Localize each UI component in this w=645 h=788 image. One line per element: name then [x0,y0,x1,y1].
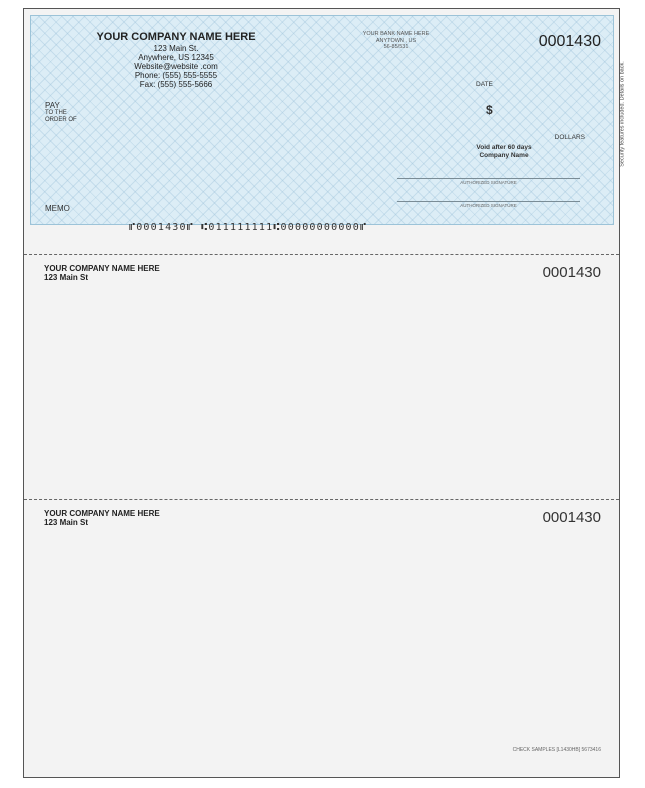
security-note: Security features included. Details on back. [619,61,626,167]
micr-line: ⑈0001430⑈ ⑆011111111⑆00000000000⑈ [129,222,368,233]
stub2-address: 123 Main St [44,518,89,527]
check [30,15,626,225]
stub2-company-name: YOUR COMPANY NAME HERE [44,509,160,518]
stub2-company-block [44,509,160,527]
bank-block [336,31,456,51]
bank-routing: 56-85/531 [383,44,409,50]
void-company: Company Name [479,152,529,159]
company-website: Website@website .com [134,62,218,71]
dollars-label: DOLLARS [554,134,585,141]
signature-line-1 [397,178,580,179]
signature-label-1: AUTHORIZED SIGNATURE [460,180,517,185]
dollar-sign: $ [486,103,493,117]
company-address-line1: 123 Main St. [153,44,199,53]
void-notice [449,144,559,160]
check-number: 0001430 [538,33,601,50]
signature-label-2: AUTHORIZED SIGNATURE [460,203,517,208]
void-text: Void after 60 days [476,144,532,151]
check-sheet [23,8,626,778]
stub1-company-block [44,264,160,282]
company-block [71,31,281,89]
company-name: YOUR COMPANY NAME HERE [96,31,256,43]
company-phone: Phone: (555) 555-5555 [134,71,218,80]
signature-line-2 [397,201,580,202]
company-fax: Fax: (555) 555-5666 [139,80,213,89]
perforation-line-1 [24,254,619,255]
bank-city: ANYTOWN , US [375,37,417,44]
pay-label: PAY [45,101,60,110]
footer-text: CHECK SAMPLES [L1430HB] 5673416 [512,747,601,753]
date-label: DATE [476,81,493,88]
stub1-company-name: YOUR COMPANY NAME HERE [44,264,160,273]
bank-name: YOUR BANK NAME HERE [362,31,430,37]
order-of-label: ORDER OF [45,117,77,123]
to-the-label: TO THE [45,110,67,116]
pay-to-block [45,101,77,124]
perforation-line-2 [24,499,619,500]
company-address-line2: Anywhere, US 12345 [138,53,214,62]
stub2-check-number: 0001430 [542,509,601,526]
memo-label: MEMO [45,204,70,213]
stub1-check-number: 0001430 [542,264,601,281]
stub1-address: 123 Main St [44,273,89,282]
